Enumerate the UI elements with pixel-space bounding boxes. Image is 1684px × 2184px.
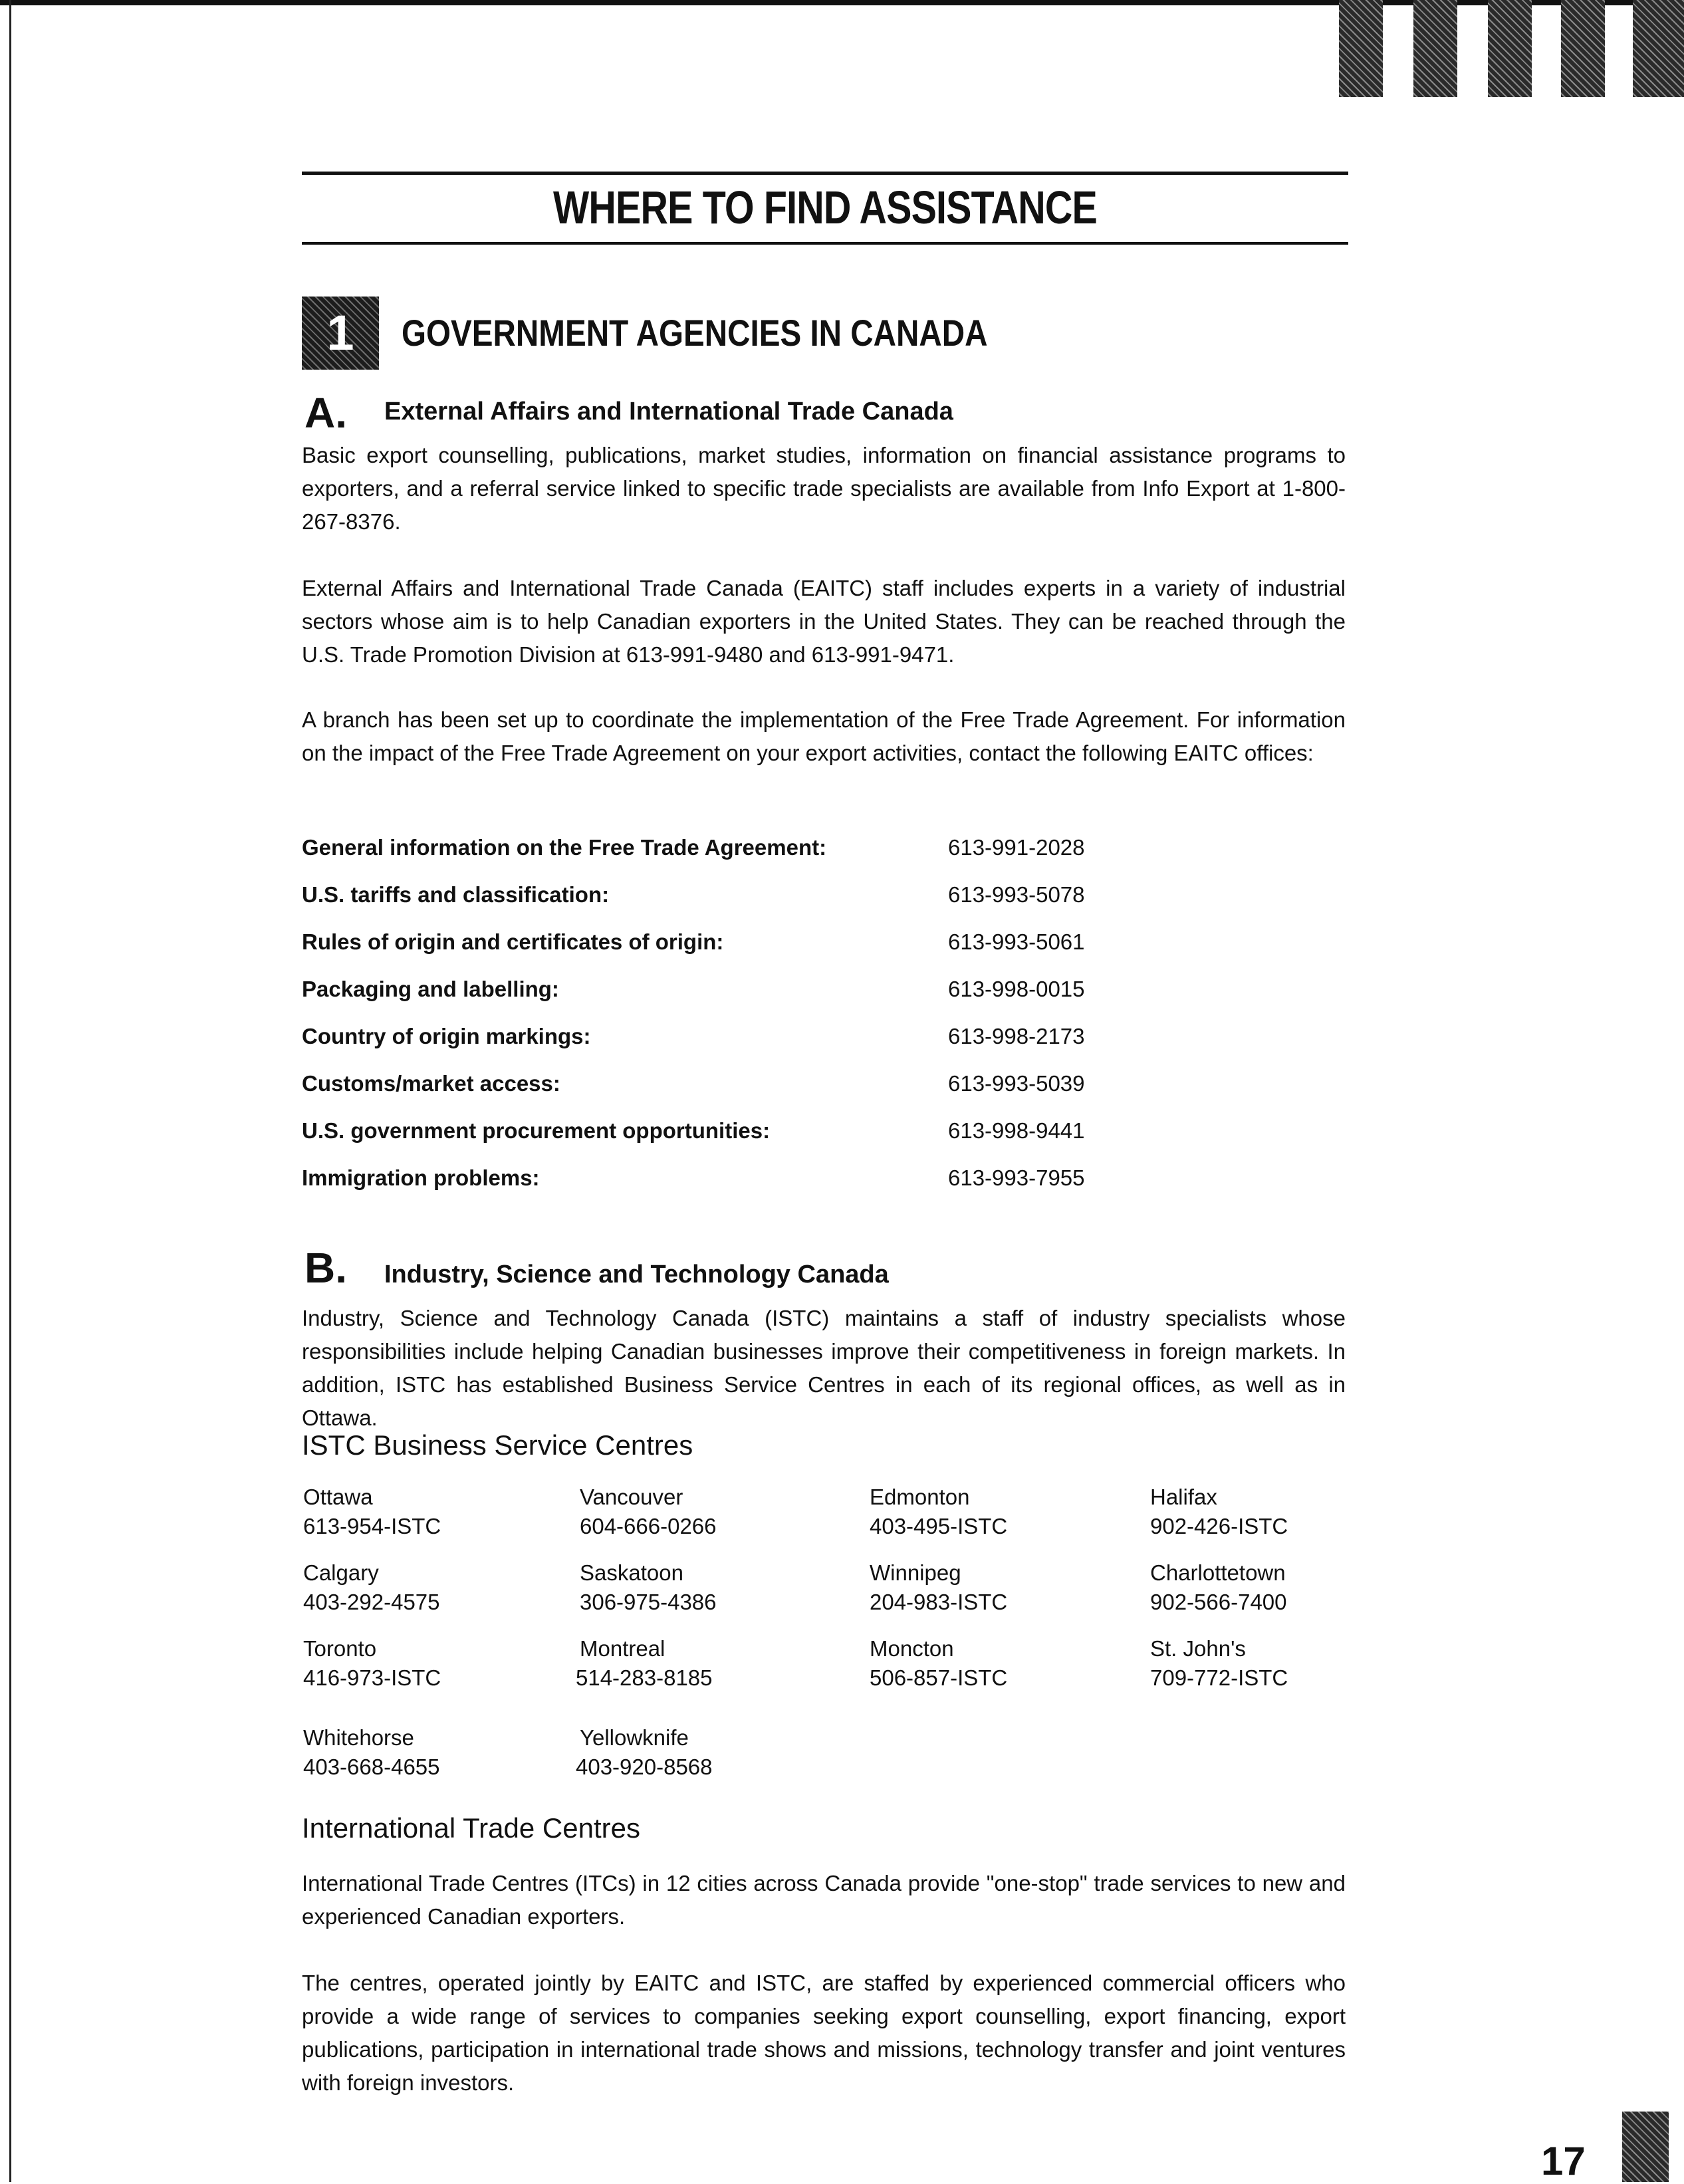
itc-paragraph-1: International Trade Centres (ITCs) in 12 cities across Canada provide "one-stop" trade services to new and experienced Canadian exporters.: [302, 1871, 1346, 1929]
contact-phone: 613-993-7955: [948, 1165, 1085, 1190]
title-top-rule: [302, 172, 1348, 175]
centre-city: Ottawa: [303, 1485, 373, 1509]
contact-phone: 613-993-5078: [948, 882, 1085, 907]
centre-phone: 306-975-4386: [580, 1590, 717, 1614]
centre-entry: [870, 1634, 1007, 1693]
page-title: WHERE TO FIND ASSISTANCE: [553, 182, 1097, 233]
contact-label: Rules of origin and certificates of origin:: [302, 929, 724, 954]
centre-city: Yellowknife: [580, 1725, 689, 1750]
centre-entry: [303, 1723, 440, 1782]
section-tab-marker: [1633, 0, 1684, 97]
centre-city: Calgary: [303, 1560, 379, 1585]
centre-entry: [576, 1723, 713, 1782]
corner-tab-marker: [1622, 2112, 1669, 2182]
part-b-heading: Industry, Science and Technology Canada: [384, 1261, 889, 1288]
centre-phone: 403-668-4655: [303, 1755, 440, 1779]
centre-city: Charlottetown: [1150, 1560, 1286, 1585]
centre-entry: [303, 1634, 441, 1693]
part-a-heading: External Affairs and International Trade Canada: [384, 398, 953, 425]
centre-entry: [870, 1558, 1007, 1617]
part-a-letter: A.: [304, 389, 347, 437]
centre-phone: 403-292-4575: [303, 1590, 440, 1614]
centre-city: Edmonton: [870, 1485, 970, 1509]
centre-entry: [870, 1483, 1007, 1541]
centre-city: Moncton: [870, 1636, 954, 1661]
centre-phone: 514-283-8185: [576, 1665, 713, 1690]
itc-paragraph-2: The centres, operated jointly by EAITC and ISTC, are staffed by experienced commercial officers who provide a wide range of services to companies seeking export counselling, export financing, export publications, participation in international trade shows and missions, technology transfer and joint ventures with foreign investors.: [302, 1971, 1346, 2095]
centre-entry: [1150, 1558, 1287, 1617]
centre-entry: [1150, 1483, 1288, 1541]
centre-entry: [580, 1558, 717, 1617]
contact-label: General information on the Free Trade Agreement:: [302, 835, 827, 860]
part-a-paragraph-1: Basic export counselling, publications, market studies, information on financial assistance programs to exporters, and a referral service linked to specific trade specialists are available from Info Export at 1-800-267-8376.: [302, 443, 1346, 534]
part-b-paragraph-1: Industry, Science and Technology Canada (ISTC) maintains a staff of industry specialists whose responsibilities include helping Canadian businesses improve their competitiveness in foreign markets. In addition, ISTC has established Business Service Centres in each of its regional offices, as well as in Ottawa.: [302, 1306, 1346, 1430]
contact-phone: 613-998-0015: [948, 977, 1085, 1001]
section-number-badge: 1: [302, 297, 379, 370]
part-a-paragraph-2: External Affairs and International Trade Canada (EAITC) staff includes experts in a variety of industrial sectors whose aim is to help Canadian exporters in the United States. They can be reached through the U.S. Trade Promotion Division at 613-991-9480 and 613-991-9471.: [302, 576, 1346, 667]
itc-heading: International Trade Centres: [302, 1812, 640, 1844]
contact-phone: 613-993-5061: [948, 929, 1085, 954]
centre-entry: [303, 1558, 440, 1617]
centre-phone: 506-857-ISTC: [870, 1665, 1008, 1690]
part-b-letter: B.: [304, 1244, 347, 1292]
contact-label: U.S. government procurement opportunities:: [302, 1118, 771, 1143]
section-tab-marker: [1561, 0, 1605, 97]
contact-label: Country of origin markings:: [302, 1024, 591, 1048]
title-bottom-rule: [302, 242, 1348, 245]
page-number: 17: [1541, 2139, 1586, 2183]
contact-label: Immigration problems:: [302, 1165, 540, 1190]
bsc-heading: ISTC Business Service Centres: [302, 1429, 693, 1461]
centre-phone: 613-954-ISTC: [303, 1514, 441, 1538]
centre-entry: [1150, 1634, 1288, 1693]
centre-city: St. John's: [1150, 1636, 1246, 1661]
centre-city: Toronto: [303, 1636, 377, 1661]
centre-city: Saskatoon: [580, 1560, 683, 1585]
centre-phone: 709-772-ISTC: [1150, 1665, 1288, 1690]
centre-city: Vancouver: [580, 1485, 683, 1509]
section-tab-marker: [1339, 0, 1383, 97]
centre-phone: 403-920-8568: [576, 1755, 713, 1779]
centre-city: Whitehorse: [303, 1725, 414, 1750]
contact-label: U.S. tariffs and classification:: [302, 882, 610, 907]
centre-phone: 416-973-ISTC: [303, 1665, 441, 1690]
section-tab-marker: [1413, 0, 1457, 97]
contact-label: Packaging and labelling:: [302, 977, 559, 1001]
centre-phone: 403-495-ISTC: [870, 1514, 1008, 1538]
part-a-paragraph-3: A branch has been set up to coordinate the implementation of the Free Trade Agreement. For information on the impact of the Free Trade Agreement on your export activities, contact the following EAITC offices:: [302, 707, 1346, 765]
contact-phone: 613-991-2028: [948, 835, 1085, 860]
left-border-line: [9, 0, 11, 2182]
centre-entry: [580, 1483, 717, 1541]
section-tab-marker: [1488, 0, 1532, 97]
centre-phone: 204-983-ISTC: [870, 1590, 1008, 1614]
centre-phone: 604-666-0266: [580, 1514, 717, 1538]
centre-city: Winnipeg: [870, 1560, 961, 1585]
centre-entry: [576, 1634, 713, 1693]
contact-label: Customs/market access:: [302, 1071, 560, 1096]
contact-phone: 613-998-2173: [948, 1024, 1085, 1048]
centre-entry: [303, 1483, 441, 1541]
contact-phone: 613-993-5039: [948, 1071, 1085, 1096]
centre-city: Montreal: [580, 1636, 665, 1661]
centre-phone: 902-426-ISTC: [1150, 1514, 1288, 1538]
section-heading: GOVERNMENT AGENCIES IN CANADA: [402, 312, 988, 354]
centre-city: Halifax: [1150, 1485, 1217, 1509]
centre-phone: 902-566-7400: [1150, 1590, 1287, 1614]
contact-phone: 613-998-9441: [948, 1118, 1085, 1143]
